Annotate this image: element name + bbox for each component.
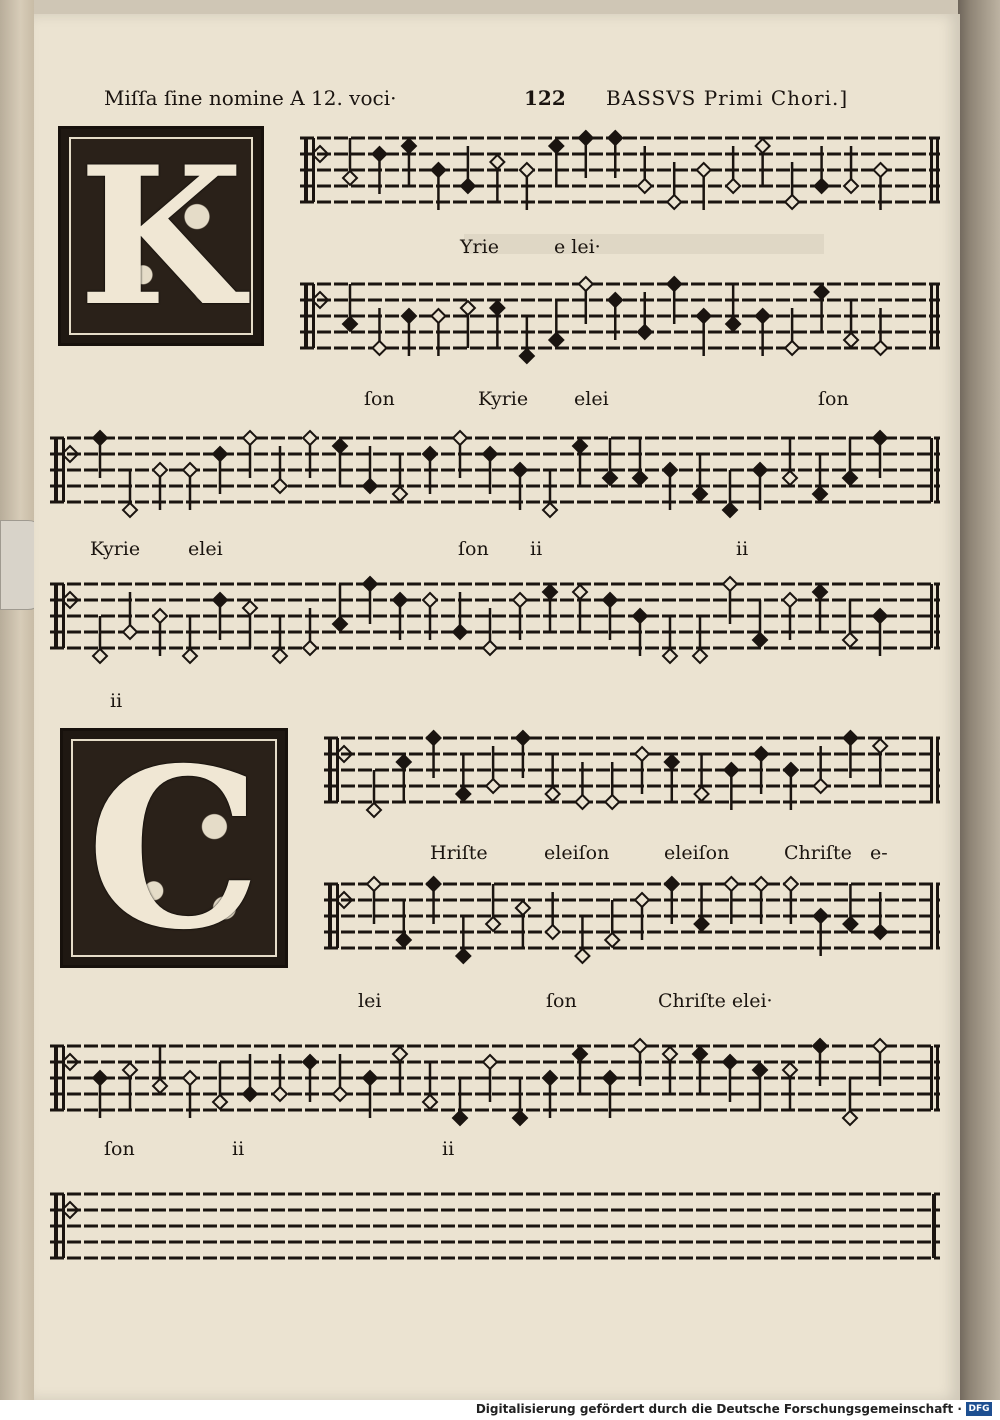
lyric: ſon (458, 538, 489, 560)
initial-letter: K (78, 126, 244, 346)
staff-8-empty (50, 1182, 940, 1282)
decorated-initial-k (58, 126, 264, 346)
lyric: lei (358, 990, 382, 1012)
facing-page-edge (958, 0, 1000, 1400)
header-right: BASSVS Primi Chori.] (606, 86, 849, 110)
lyric: elei (574, 388, 609, 410)
lyric: eleiſon (664, 842, 730, 864)
header-left: Miſſa ſine nomine A 12. voci· (104, 86, 397, 110)
lyric: Hriſte (430, 842, 488, 864)
lyric: ſon (364, 388, 395, 410)
staff-7 (50, 1034, 940, 1134)
page-edge-left (0, 0, 34, 1400)
lyric: ii (110, 690, 123, 712)
lyric: e lei· (554, 236, 601, 258)
book-page (34, 14, 960, 1400)
staff-5 (324, 726, 940, 826)
page-number: 122 (524, 86, 566, 110)
lyric: Yrie (460, 236, 499, 258)
staff-2 (300, 272, 940, 372)
lyric: Chriſte (784, 842, 852, 864)
staff-6 (324, 872, 940, 972)
lyric: e- (870, 842, 888, 864)
lyric: ii (530, 538, 543, 560)
lyric: ſon (104, 1138, 135, 1160)
lyric: Kyrie (478, 388, 529, 410)
staff-4 (50, 572, 940, 672)
lyric: ii (232, 1138, 245, 1160)
lyric: Chriſte elei· (658, 990, 773, 1012)
funding-credit: Digitalisierung gefördert durch die Deutsche Forschungsgemeinschaft · (475, 1402, 962, 1416)
lyric: ſon (546, 990, 577, 1012)
decorated-initial-c (60, 728, 288, 968)
lyric: ſon (818, 388, 849, 410)
lyric: ii (442, 1138, 455, 1160)
dfg-logo-icon: DFG (966, 1402, 992, 1416)
footer-bar (0, 1400, 1000, 1420)
staff-3 (50, 426, 940, 526)
lyric: Kyrie (90, 538, 141, 560)
lyric: elei (188, 538, 223, 560)
lyric: ii (736, 538, 749, 560)
initial-letter: C (86, 728, 262, 968)
lyric: eleiſon (544, 842, 610, 864)
staff-1 (300, 126, 940, 226)
bleed-through (464, 234, 824, 254)
